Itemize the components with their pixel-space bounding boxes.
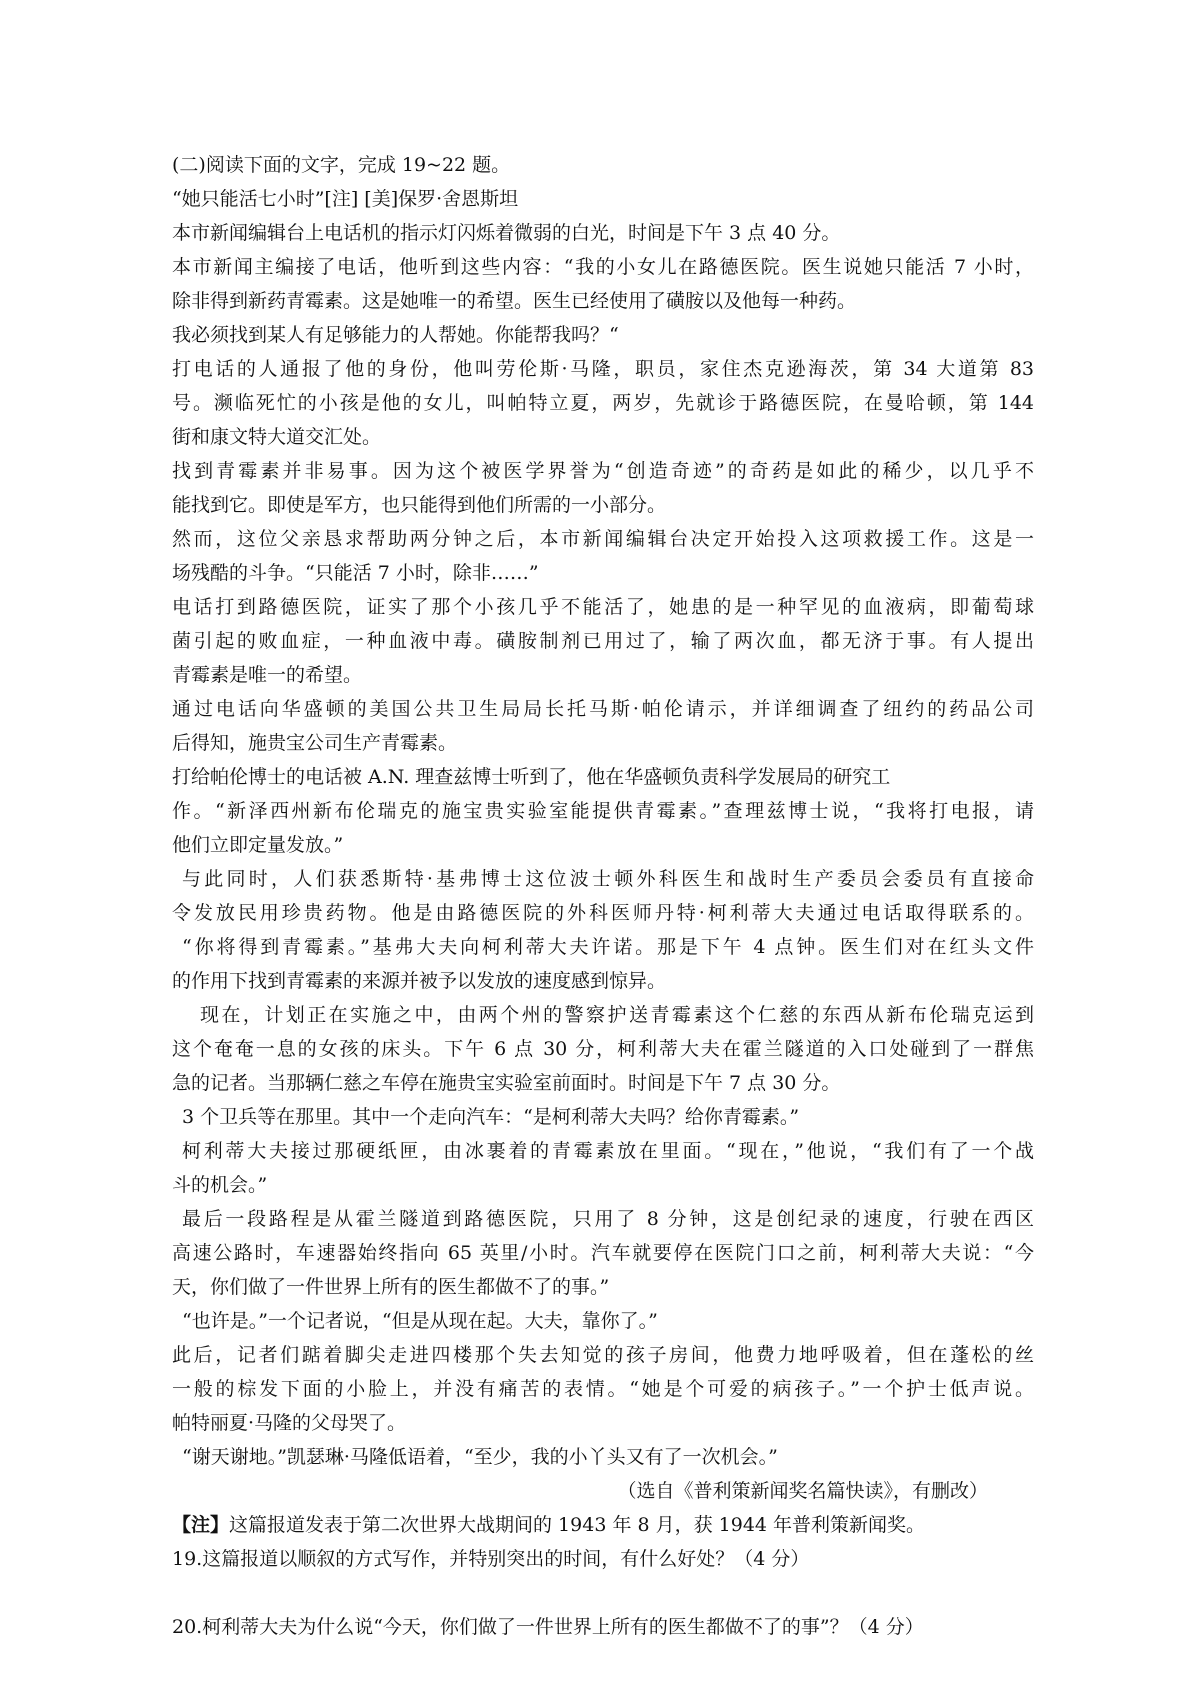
article-line: 与此同时，人们获悉斯特·基弗博士这位波士顿外科医生和战时生产委员会委员有直接命 xyxy=(182,868,1034,890)
exam-page xyxy=(172,148,1034,1644)
article-line: 一般的棕发下面的小脸上，并没有痛苦的表情。“她是个可爱的病孩子。”一个护士低声说。 xyxy=(172,1378,1034,1400)
article-line: 柯利蒂大夫接过那硬纸匣，由冰裹着的青霉素放在里面。“现在，”他说，“我们有了一个战 xyxy=(182,1140,1034,1162)
article-line: 急的记者。当那辆仁慈之车停在施贵宝实验室前面时。时间是下午 7 点 30 分。 xyxy=(172,1072,841,1094)
question-19: 19.这篇报道以顺叙的方式写作，并特别突出的时间，有什么好处？（4 分） xyxy=(172,1548,810,1570)
note-label: 【注】 xyxy=(172,1514,230,1536)
answer-space xyxy=(172,1576,1034,1610)
article-line: 找到青霉素并非易事。因为这个被医学界誉为“创造奇迹”的奇药是如此的稀少，以几乎不 xyxy=(172,460,1034,482)
article-line: 电话打到路德医院，证实了那个小孩几乎不能活了，她患的是一种罕见的血液病，即葡萄球 xyxy=(172,596,1034,618)
article-line: 现在，计划正在实施之中，由两个州的警察护送青霉素这个仁慈的东西从新布伦瑞克运到 xyxy=(200,1004,1034,1026)
article-line: 高速公路时，车速器始终指向 65 英里/小时。汽车就要停在医院门口之前，柯利蒂大夫说：“今 xyxy=(172,1242,1034,1264)
article-line: 令发放民用珍贵药物。他是由路德医院的外科医师丹特·柯利蒂大夫通过电话取得联系的。 xyxy=(172,902,1034,924)
article-line: 通过电话向华盛顿的美国公共卫生局局长托马斯·帕伦请示，并详细调查了纽约的药品公司 xyxy=(172,698,1034,720)
article-line: 除非得到新药青霉素。这是她唯一的希望。医生已经使用了磺胺以及他每一种药。 xyxy=(172,290,857,312)
article-title: “她只能活七小时”[注] [美]保罗·舍恩斯坦 xyxy=(172,188,519,210)
article-line: 菌引起的败血症，一种血液中毒。磺胺制剂已用过了，输了两次血，都无济于事。有人提出 xyxy=(172,630,1034,652)
article-line: 帕特丽夏·马隆的父母哭了。 xyxy=(172,1412,407,1434)
article-line: 后得知，施贵宝公司生产青霉素。 xyxy=(172,732,458,754)
article-line: 的作用下找到青霉素的来源并被予以发放的速度感到惊异。 xyxy=(172,970,667,992)
question-20: 20.柯利蒂大夫为什么说“今天，你们做了一件世界上所有的医生都做不了的事”？（4 分） xyxy=(172,1616,924,1638)
article-line: 本市新闻主编接了电话，他听到这些内容：“我的小女儿在路德医院。医生说她只能活 7 小时， xyxy=(172,256,1034,278)
note-text: 这篇报道发表于第二次世界大战期间的 1943 年 8 月，获 1944 年普利策新闻奖。 xyxy=(229,1514,926,1536)
article-line: 我必须找到某人有足够能力的人帮她。你能帮我吗？“ xyxy=(172,324,619,346)
section-heading: (二)阅读下面的文字，完成 19~22 题。 xyxy=(172,154,511,176)
article-line: 斗的机会。” xyxy=(172,1174,268,1196)
article-line: 号。濒临死忙的小孩是他的女儿，叫帕特立夏，两岁，先就诊于路德医院，在曼哈顿，第 144 xyxy=(172,392,1034,414)
article-line: “谢天谢地。”凯瑟琳·马隆低语着，“至少，我的小丫头又有了一次机会。” xyxy=(182,1446,778,1468)
article-line: 打电话的人通报了他的身份，他叫劳伦斯·马隆，职员，家住杰克逊海茨，第 34 大道第 83 xyxy=(172,358,1034,380)
article-line: 本市新闻编辑台上电话机的指示灯闪烁着微弱的白光，时间是下午 3 点 40 分。 xyxy=(172,222,841,244)
article-line: 这个奄奄一息的女孩的床头。下午 6 点 30 分，柯利蒂大夫在霍兰隧道的入口处碰到了一群焦 xyxy=(172,1038,1034,1060)
article-line: “也许是。”一个记者说，“但是从现在起。大夫，靠你了。” xyxy=(182,1310,658,1332)
article-note xyxy=(172,1508,1034,1542)
article-line: 然而，这位父亲恳求帮助两分钟之后，本市新闻编辑台决定开始投入这项救援工作。这是一 xyxy=(172,528,1034,550)
article-line: “你将得到青霉素。”基弗大夫向柯利蒂大夫许诺。那是下午 4 点钟。医生们对在红头文件 xyxy=(182,936,1034,958)
article-line: 能找到它。即使是军方，也只能得到他们所需的一小部分。 xyxy=(172,494,667,516)
article-line: 街和康文特大道交汇处。 xyxy=(172,426,382,448)
article-line: 打给帕伦博士的电话被 A.N. 理查兹博士听到了，他在华盛顿负责科学发展局的研究工 xyxy=(172,766,891,788)
article-source: （选自《普利策新闻奖名篇快读》，有删改） xyxy=(617,1480,988,1502)
article-line: 场残酷的斗争。“只能活 7 小时，除非……” xyxy=(172,562,539,584)
article-line: 作。“新泽西州新布伦瑞克的施宝贵实验室能提供青霉素。”查理兹博士说，“我将打电报，请 xyxy=(172,800,1034,822)
article-line: 他们立即定量发放。” xyxy=(172,834,344,856)
article-line: 最后一段路程是从霍兰隧道到路德医院，只用了 8 分钟，这是创纪录的速度，行驶在西区 xyxy=(182,1208,1034,1230)
article-line: 此后，记者们踮着脚尖走进四楼那个失去知觉的孩子房间，他费力地呼吸着，但在蓬松的丝 xyxy=(172,1344,1034,1366)
article-line: 3 个卫兵等在那里。其中一个走向汽车：“是柯利蒂大夫吗？给你青霉素。” xyxy=(182,1106,800,1128)
article-line: 天，你们做了一件世界上所有的医生都做不了的事。” xyxy=(172,1276,610,1298)
article-line: 青霉素是唯一的希望。 xyxy=(172,664,363,686)
